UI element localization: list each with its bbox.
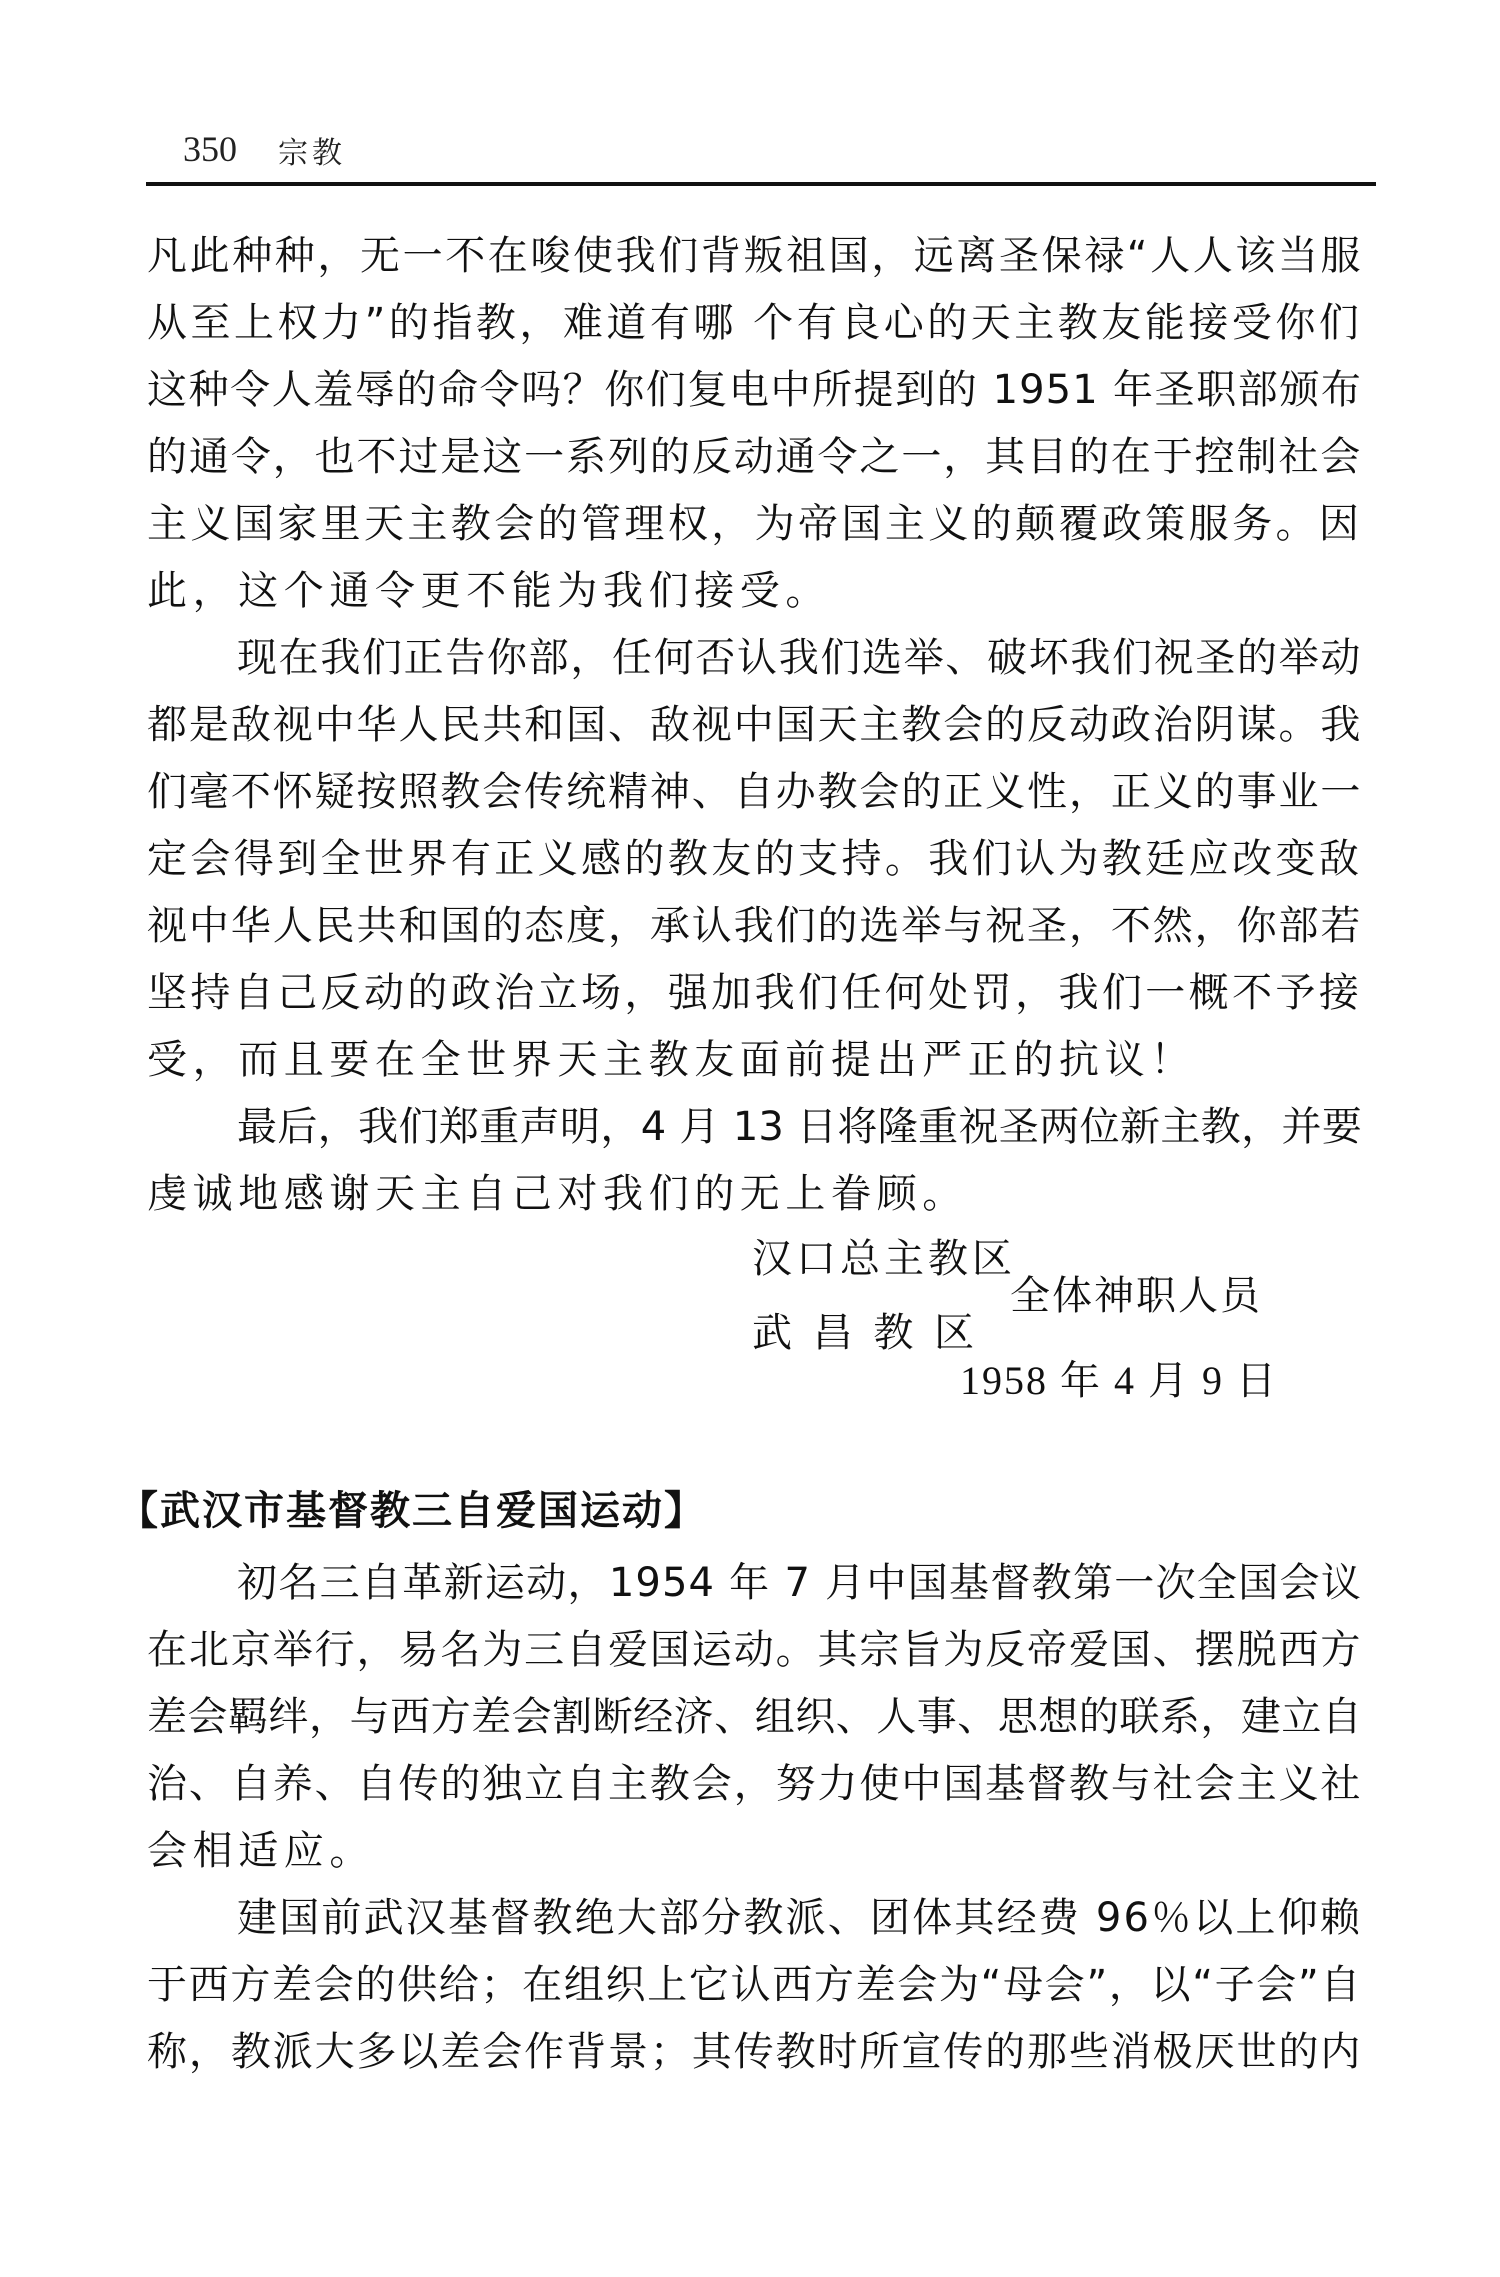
text-line: 现在我们正告你部，任何否认我们选举、破坏我们祝圣的举动 <box>237 635 1362 681</box>
text-line: 都是敌视中华人民共和国、敌视中国天主教会的反动政治阴谋。我 <box>147 702 1362 748</box>
text-line: 治、自养、自传的独立自主教会，努力使中国基督教与社会主义社 <box>147 1761 1362 1807</box>
text-line: 凡此种种，无一不在唆使我们背叛祖国，远离圣保禄“人人该当服 <box>147 233 1364 279</box>
text-line: 于西方差会的供给；在组织上它认西方差会为“母会”，以“子会”自 <box>147 1962 1362 2008</box>
text-line: 坚持自己反动的政治立场，强加我们任何处罚，我们一概不予接 <box>147 970 1362 1016</box>
text-line: 在北京举行，易名为三自爱国运动。其宗旨为反帝爱国、摆脱西方 <box>147 1627 1362 1673</box>
running-head: 宗教 <box>278 136 346 171</box>
text-line: 这种令人羞辱的命令吗？你们复电中所提到的 1951 年圣职部颁布 <box>147 367 1362 413</box>
text-line: 此，这个通令更不能为我们接受。 <box>147 568 831 614</box>
text-line: 主义国家里天主教会的管理权，为帝国主义的颠覆政策服务。因 <box>147 501 1362 547</box>
signatory: 全体神职人员 <box>1010 1273 1262 1319</box>
text-line: 定会得到全世界有正义感的教友的支持。我们认为教廷应改变敌 <box>147 836 1362 882</box>
text-line: 建国前武汉基督教绝大部分教派、团体其经费 96％以上仰赖 <box>237 1895 1362 1941</box>
text-line: 初名三自革新运动，1954 年 7 月中国基督教第一次全国会议 <box>237 1560 1362 1606</box>
text-line: 从至上权力”的指教，难道有哪 个有良心的天主教友能接受你们 <box>147 300 1362 346</box>
section-heading: 【武汉市基督教三自爱国运动】 <box>118 1488 706 1534</box>
signature-date: 1958 年 4 月 9 日 <box>960 1358 1278 1403</box>
text-line: 差会羁绊，与西方差会割断经济、组织、人事、思想的联系，建立自 <box>147 1694 1362 1740</box>
text-line: 最后，我们郑重声明，4 月 13 日将隆重祝圣两位新主教，并要 <box>237 1104 1362 1150</box>
header-rule <box>146 182 1376 186</box>
text-line: 的通令，也不过是这一系列的反动通令之一，其目的在于控制社会 <box>147 434 1362 480</box>
text-line: 虔诚地感谢天主自己对我们的无上眷顾。 <box>147 1171 968 1217</box>
text-line: 受，而且要在全世界天主教友面前提出严正的抗议！ <box>147 1037 1196 1083</box>
text-line: 会相适应。 <box>147 1828 375 1874</box>
page-number: 350 <box>183 129 237 169</box>
text-line: 视中华人民共和国的态度，承认我们的选举与祝圣，不然，你部若 <box>147 903 1362 949</box>
signature-district-wuchang: 武 昌 教 区 <box>752 1310 979 1356</box>
text-line: 称，教派大多以差会作背景；其传教时所宣传的那些消极厌世的内 <box>147 2029 1362 2075</box>
text-line: 们毫不怀疑按照教会传统精神、自办教会的正义性，正义的事业一 <box>147 769 1362 815</box>
signature-district-hankou: 汉口总主教区 <box>752 1236 1016 1282</box>
